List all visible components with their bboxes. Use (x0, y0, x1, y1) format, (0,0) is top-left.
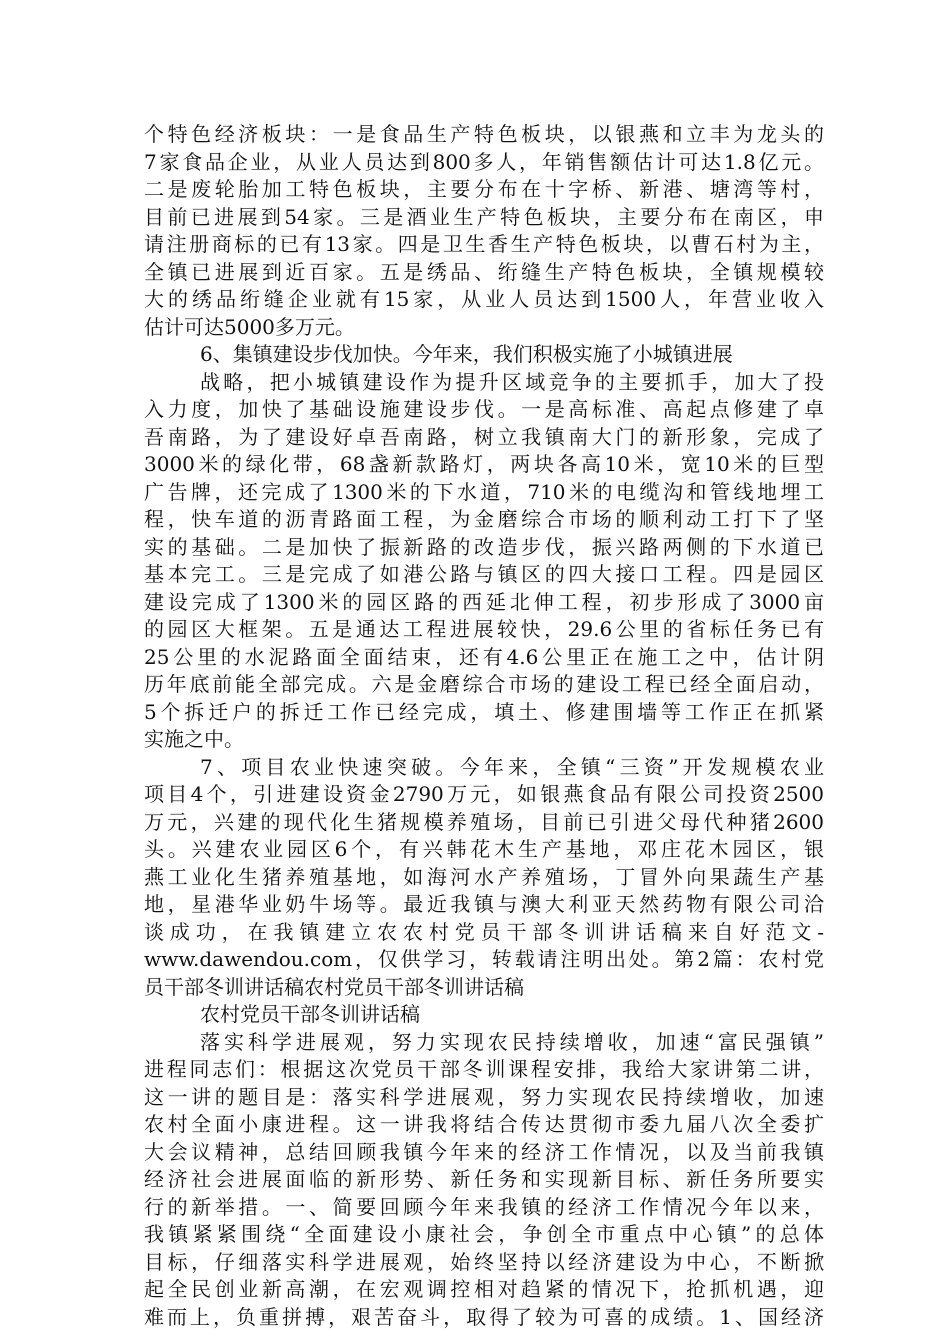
text-line: 估计可达5000多万元。 (144, 314, 355, 339)
text-line: 个特色经济板块：一是食品生产特色板块，以银燕和立丰为龙头的 (144, 122, 824, 146)
text-line: 经济社会进展面临的新形势、新任务和实现新目标、新任务所要实 (144, 1167, 824, 1191)
document-page (144, 121, 824, 1331)
text-line: 万元，兴建的现代化生猪规模养殖场，目前已引进父母代种猪2600 (144, 809, 824, 834)
text-line: 3000米的绿化带，68盏新款路灯，两块各高10米，宽10米的巨型 (144, 452, 824, 476)
text-line: 吾南路，为了建设好卓吾南路，树立我镇南大门的新形象，完成了 (144, 424, 824, 449)
text-line: 7、项目农业快速突破。今年来，全镇“三资”开发规模农业 (200, 754, 824, 779)
text-line: 项目4个，引进建设资金2790万元，如银燕食品有限公司投资2500 (144, 782, 824, 806)
text-line: 头。兴建农业园区6个，有兴韩花木生产基地，邓庄花木园区，银 (144, 837, 824, 861)
text-line: 大会议精神，总结回顾我镇今年来的经济工作情况，以及当前我镇 (144, 1139, 824, 1164)
text-line: 员干部冬训讲话稿农村党员干部冬训讲话稿 (144, 974, 524, 999)
text-line: 地，星港华业奶牛场等。最近我镇与澳大利亚天然药物有限公司洽 (144, 892, 824, 916)
text-line: 5个拆迁户的拆迁工作已经完成，填土、修建围墙等工作正在抓紧 (144, 699, 824, 724)
text-line: 程，快车道的沥青路面工程，为金磨综合市场的顺利动工打下了坚 (144, 507, 824, 531)
text-line: 农村党员干部冬训讲话稿 (200, 1002, 420, 1026)
text-line: 全镇已进展到近百家。五是绣品、绗缝生产特色板块，全镇规模较 (144, 259, 824, 284)
text-line: 历年底前能全部完成。六是金磨综合市场的建设工程已经全面启动， (144, 672, 824, 696)
text-line: 7家食品企业，从业人员达到800多人，年销售额估计可达1.8亿元。 (144, 149, 824, 174)
text-line: 6、集镇建设步伐加快。今年来，我们积极实施了小城镇进展 (200, 342, 733, 366)
text-line: 入力度，加快了基础设施建设步伐。一是高标准、高起点修建了卓 (144, 397, 824, 421)
text-line: 我镇紧紧围绕“全面建设小康社会，争创全市重点中心镇”的总体 (144, 1222, 824, 1246)
text-line: 实的基础。二是加快了振新路的改造步伐，振兴路两侧的下水道已 (144, 534, 824, 559)
text-line: 二是废轮胎加工特色板块，主要分布在十字桥、新港、塘湾等村， (144, 177, 824, 201)
text-line: 建设完成了1300米的园区路的西延北伸工程，初步形成了3000亩 (144, 589, 824, 614)
text-line: 的园区大框架。五是通达工程进展较快，29.6公里的省标任务已有 (144, 617, 824, 641)
text-line: 谈成功，在我镇建立农农村党员干部冬训讲话稿来自好范文- (144, 919, 824, 944)
text-line: 基本完工。三是完成了如港公路与镇区的四大接口工程。四是园区 (144, 562, 824, 586)
text-line: 行的新举措。一、简要回顾今年来我镇的经济工作情况今年以来， (144, 1194, 824, 1219)
text-line: 落实科学进展观，努力实现农民持续增收，加速“富民强镇” (200, 1029, 824, 1054)
text-line: 战略，把小城镇建设作为提升区域竞争的主要抓手，加大了投 (200, 369, 824, 394)
text-line: 燕工业化生猪养殖基地，如海河水产养殖场，丁冒外向果蔬生产基 (144, 864, 824, 889)
text-line: 这一讲的题目是：落实科学进展观，努力实现农民持续增收，加速 (144, 1084, 824, 1109)
text-line: 进程同志们：根据这次党员干部冬训课程安排，我给大家讲第二讲， (144, 1057, 824, 1081)
text-line: 25公里的水泥路面全面结束，还有4.6公里正在施工之中，估计阴 (144, 644, 824, 669)
text-line: 大的绣品绗缝企业就有15家，从业人员达到1500人，年营业收入 (144, 287, 824, 311)
text-line: 实施之中。 (144, 727, 244, 751)
text-line: 目标，仔细落实科学进展观，始终坚持以经济建设为中心，不断掀 (144, 1249, 824, 1274)
text-line: 目前已进展到54家。三是酒业生产特色板块，主要分布在南区，申 (144, 204, 824, 229)
text-line: 农村全面小康进程。这一讲我将结合传达贯彻市委九届八次全委扩 (144, 1112, 824, 1136)
text-line: 广告牌，还完成了1300米的下水道，710米的电缆沟和管线地埋工 (144, 479, 824, 504)
text-line: www.dawendou.com，仅供学习，转载请注明出处。第2篇：农村党 (144, 947, 824, 971)
text-line: 请注册商标的已有13家。四是卫生香生产特色板块，以曹石村为主， (144, 232, 824, 256)
text-line: 起全民创业新高潮，在宏观调控相对趋紧的情况下，抢抓机遇，迎 (144, 1277, 824, 1301)
text-line: 难而上，负重拼搏，艰苦奋斗，取得了较为可喜的成绩。1、国经济 (144, 1304, 824, 1329)
